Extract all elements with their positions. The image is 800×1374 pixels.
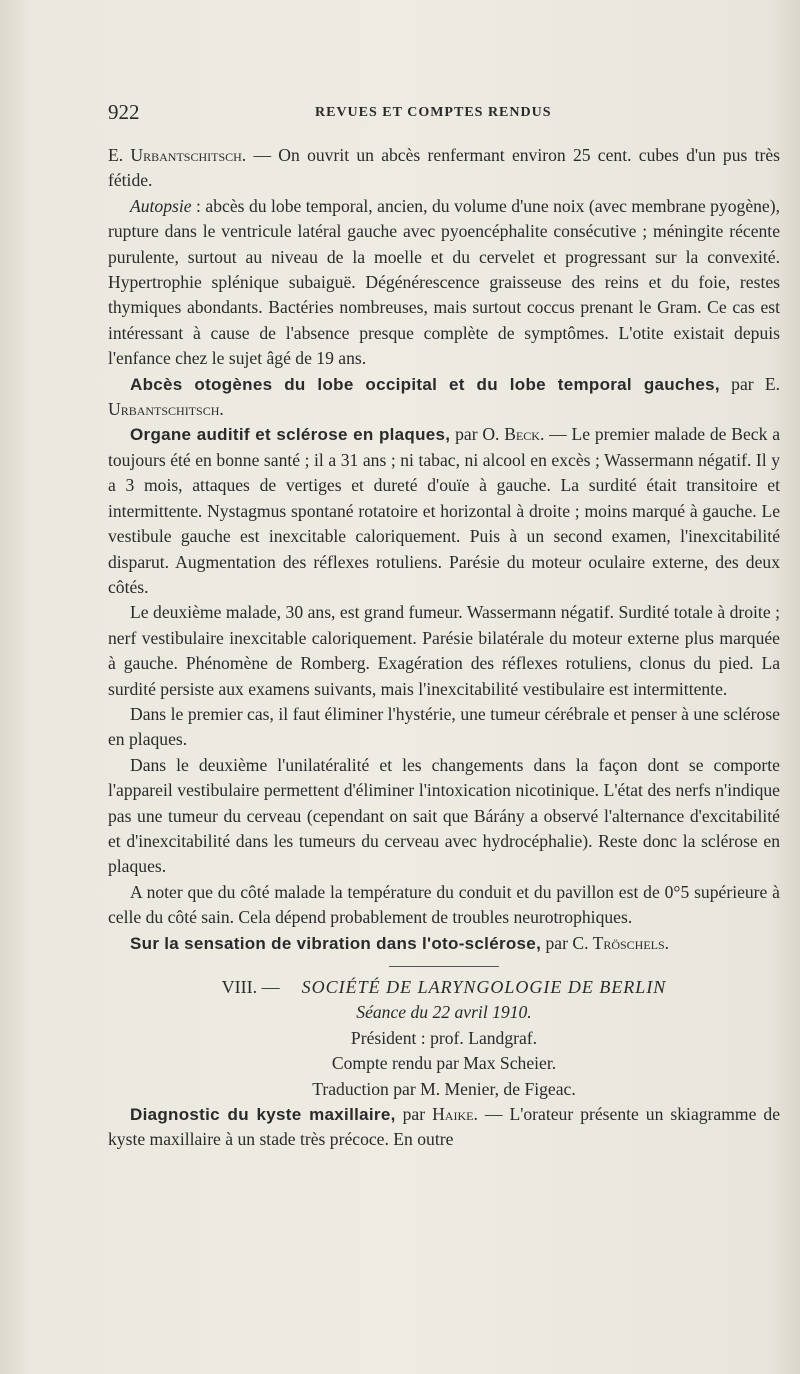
session-date: Séance du 22 avril 1910. (356, 1002, 532, 1023)
section-title: SOCIÉTÉ DE LARYNGOLOGIE DE BERLIN (301, 977, 667, 997)
article-entry-abces-otogenes (108, 372, 780, 423)
running-title: REVUES ET COMPTES RENDUS (315, 105, 552, 120)
paragraph-text: — On ouvrit un abcès renfermant environ 25 cent. cubes d'un pus très fétide. (108, 145, 780, 191)
section-number: VIII. — (221, 977, 280, 997)
article-title: Diagnostic du kyste maxillaire, (130, 1105, 396, 1125)
session-president: Président : prof. Landgraf. (350, 1027, 538, 1048)
par-word: par (450, 424, 483, 445)
paragraph-temperature: A noter que du côté malade la température du conduit et du pavillon est de 0°5 supérieure à celle du côté sain. Cela dépend probablement de troubles neurotrophiques. (108, 881, 780, 928)
article-entry-vibration (108, 931, 780, 956)
session-report-author: Compte rendu par Max Scheier. (331, 1053, 557, 1074)
section-divider (389, 966, 499, 967)
paragraph-autopsie (108, 194, 780, 372)
paragraph-deuxieme-cas: Dans le deuxième l'unilatéralité et les changements dans la façon dont se comporte l'appareil vestibulaire permettent d'éliminer l'intoxication nicotinique. L'état des nerfs n'indique pas une tumeur du cerveau (cependant on sait que Bárány a observé l'alternance d'excitabilité et d'inexcitabilité dans les tumeurs du cerveau avec hydrocéphalie). Reste donc la sclérose en plaques. (108, 754, 780, 877)
par-word: par (719, 373, 765, 394)
paragraph-text: — L'orateur présente un skiagramme de kyste maxillaire à un stade très précoce. En outre (108, 1104, 780, 1150)
paragraph-deuxieme-malade: Le deuxième malade, 30 ans, est grand fumeur. Wassermann négatif. Surdité totale à droite ; nerf vestibulaire inexcitable caloriquement. Parésie bilatérale du moteur externe plus marquée à gauche. Phénomène de Romberg. Exagération des réflexes rotuliens, clonus du pied. La surdité persiste aux examens suivants, mais l'inexcitabilité vestibulaire est intermittente. (108, 602, 780, 699)
paragraph-urbantschitsch-case (108, 143, 780, 194)
autopsie-label: Autopsie (130, 195, 192, 216)
paragraph-premier-cas: Dans le premier cas, il faut éliminer l'hystérie, une tumeur cérébrale et penser à une sclérose en plaques. (108, 703, 780, 750)
section-heading (108, 975, 780, 1000)
article-entry-sclerose-en-plaques (108, 422, 780, 600)
body-text (108, 143, 780, 1153)
article-title: Abcès otogènes du lobe occipital et du lobe temporal gauches, (130, 374, 720, 394)
article-title: Organe auditif et sclérose en plaques, (130, 425, 451, 445)
author-name: E. Urbantschitsch. (108, 373, 781, 420)
article-entry-kyste-maxillaire (108, 1102, 780, 1153)
par-word: par (541, 932, 573, 953)
page-header (108, 100, 788, 126)
author-name: Haike. (432, 1104, 478, 1125)
page-number: 922 (108, 100, 140, 124)
author-name: C. Tröschels. (572, 932, 670, 953)
par-word: par (395, 1104, 433, 1125)
article-title: Sur la sensation de vibration dans l'oto-sclérose, (130, 933, 542, 953)
paragraph-text: : abcès du lobe temporal, ancien, du volume d'une noix (avec membrane pyogène), rupture dans le ventricule latéral gauche avec pyoencéphalite consécutive ; méningite récente purulente, surtout au niveau de la moelle et du cervelet et progressant sur la convexité. Hypertrophie splénique subaiguë. Dégénérescence graisseuse des reins et du foie, restes thymiques abondants. Bactéries nombreuses, mais surtout coccus prenant le Gram. Ce cas est intéressant à cause de l'absence presque complète de symptômes. L'otite existait depuis l'enfance chez le sujet âgé de 19 ans. (108, 195, 780, 369)
author-name: O. Beck. (482, 424, 545, 445)
author-name: E. Urbantschitsch. (108, 145, 247, 165)
paragraph-text: — Le premier malade de Beck a toujours été en bonne santé ; il a 31 ans ; ni tabac, ni alcool en excès ; Wassermann négatif. Il y a 3 mois, attaques de vertiges et dureté d'ouïe à gauche. La surdité était transitoire et intermittente. Nystagmus spontané rotatoire et horizontal à droite ; moins marqué à gauche. Le vestibule gauche est inexcitable caloriquement. Puis à un second examen, l'inexcitabilité disparut. Augmentation des réflexes rotuliens. Parésie du moteur oculaire externe, des deux côtés. (108, 424, 780, 597)
session-translator: Traduction par M. Menier, de Figeac. (312, 1078, 576, 1099)
